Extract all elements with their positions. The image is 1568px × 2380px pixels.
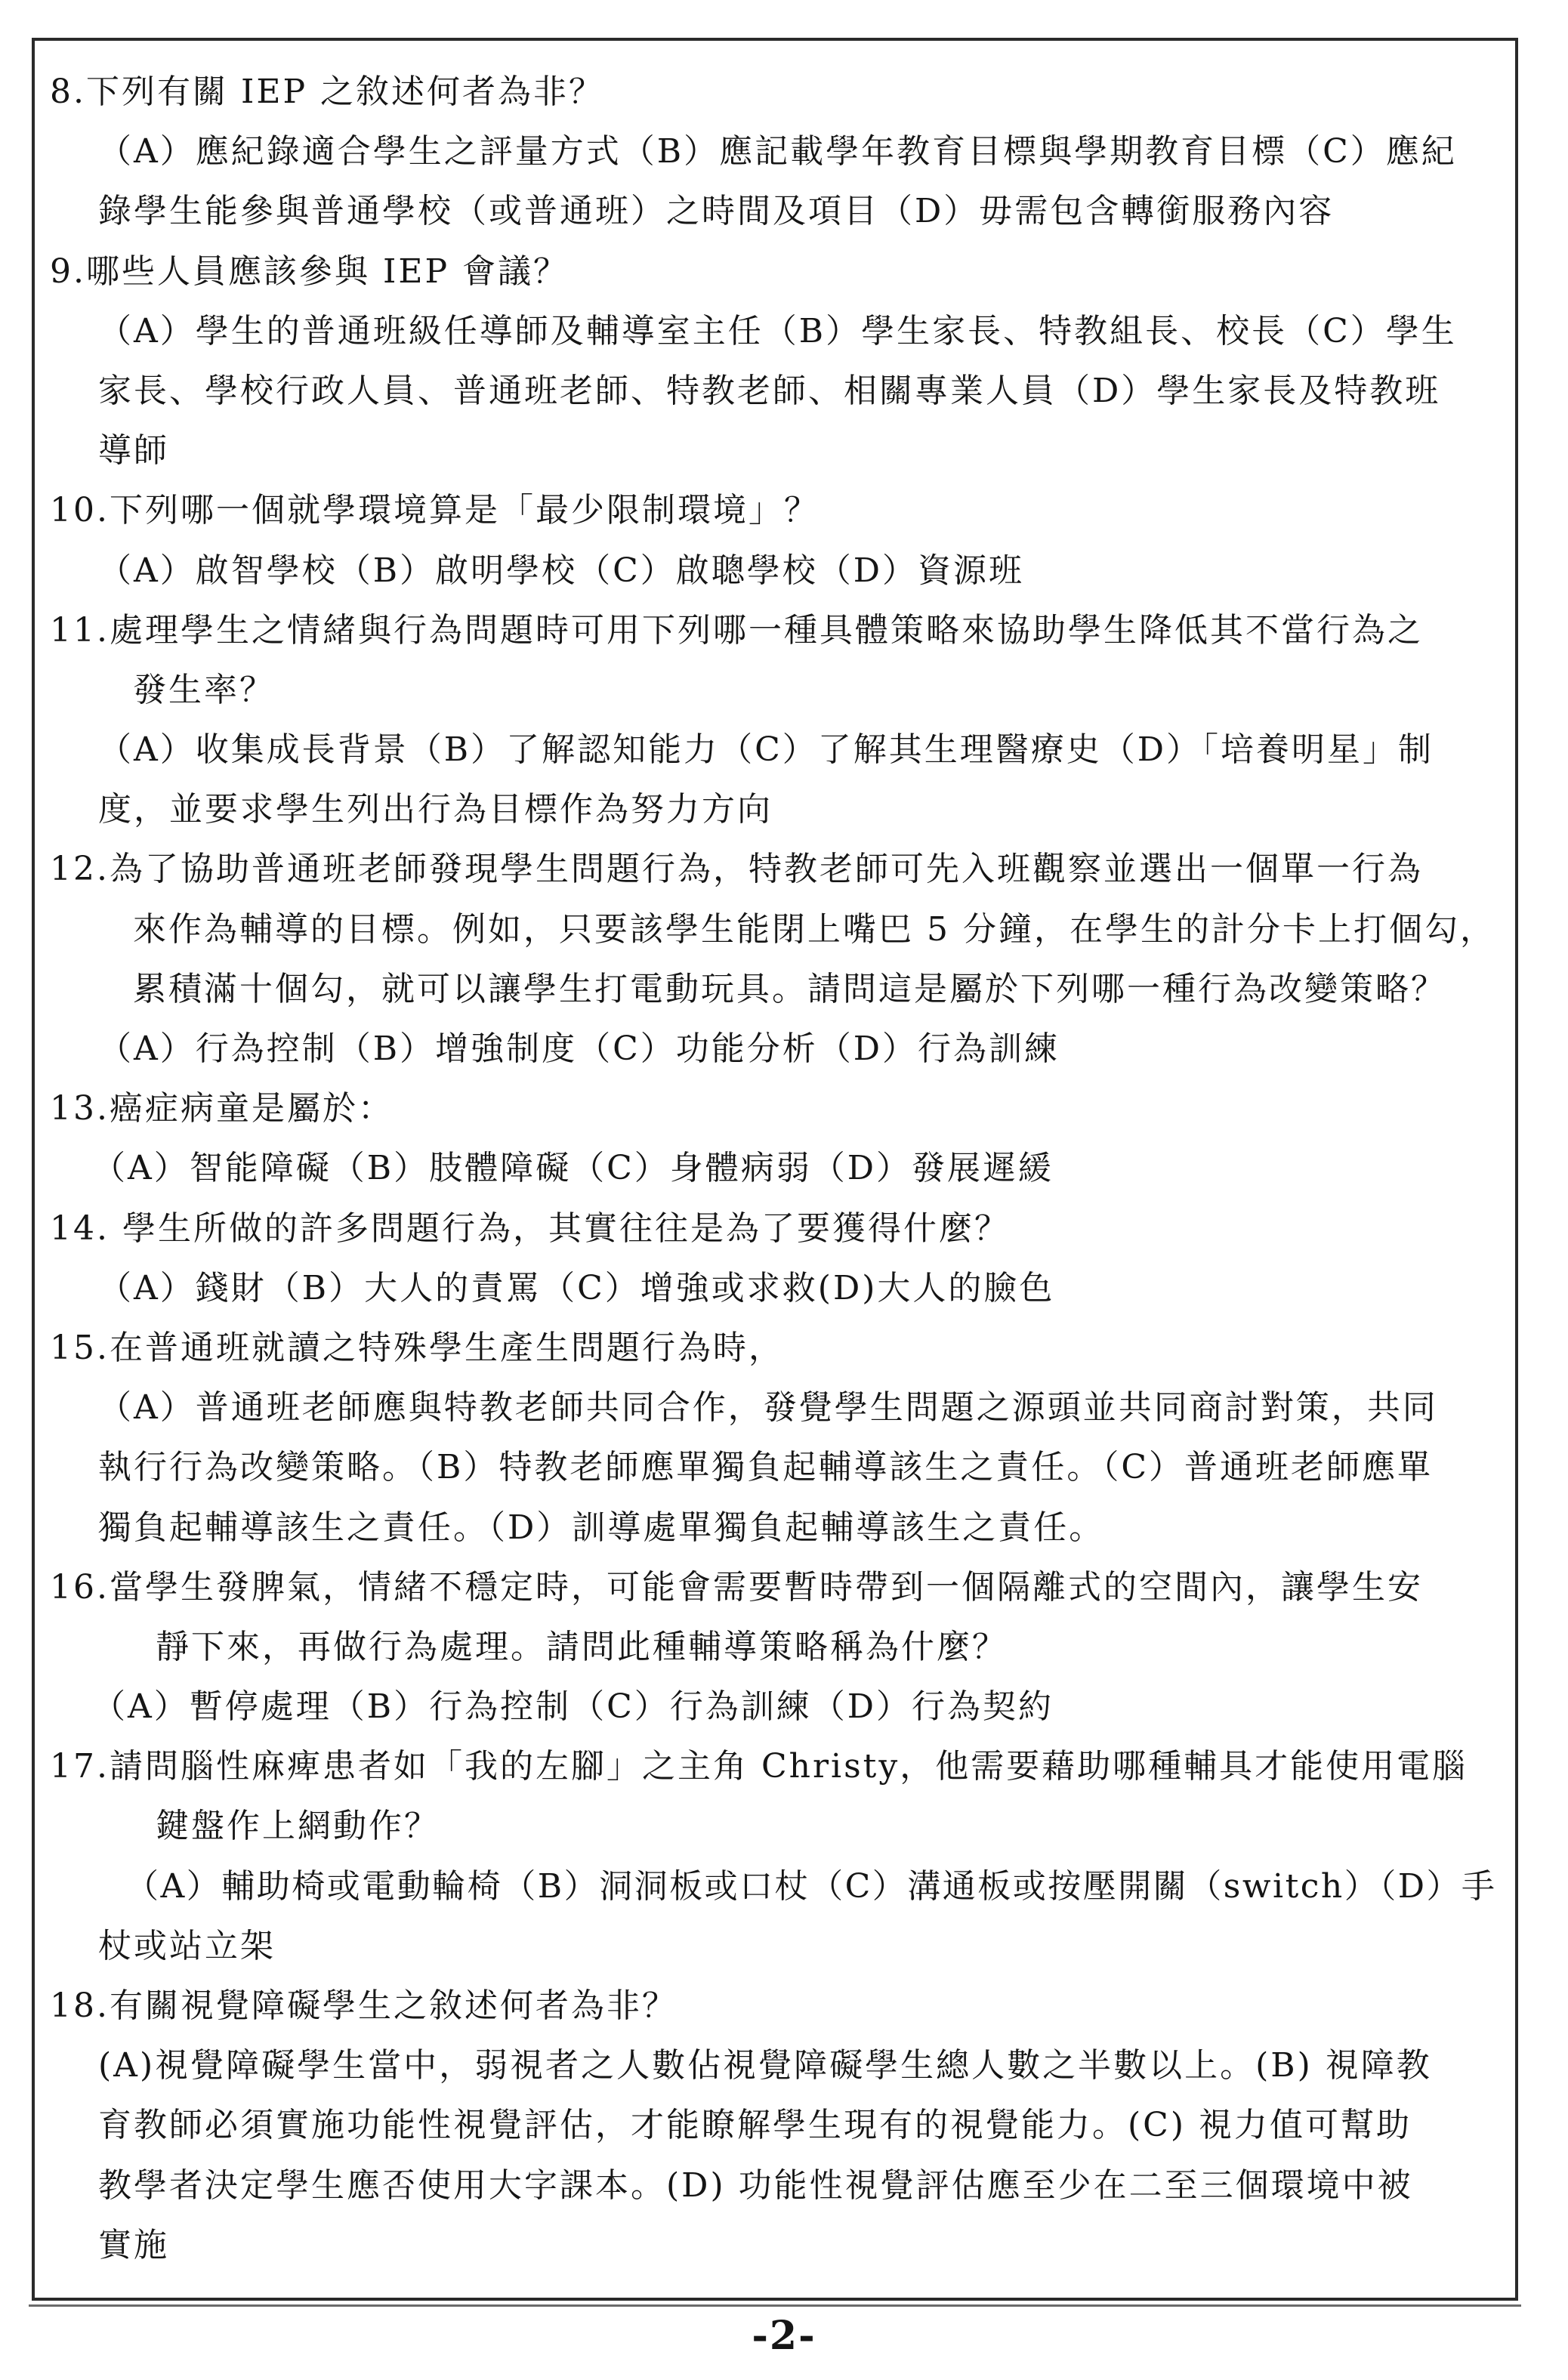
question-13-stem: 13.癌症病童是屬於： — [50, 1089, 394, 1128]
question-15-options-line-1: （A）普通班老師應與特教老師共同合作，發覺學生問題之源頭並共同商討對策，共同 — [98, 1388, 1438, 1428]
question-17-stem-line-2: 鍵盤作上網動作？ — [156, 1807, 440, 1846]
question-10-options: （A）啟智學校（B）啟明學校（C）啟聰學校（D）資源班 — [98, 551, 1025, 590]
question-13-options: （A）智能障礙（B）肢體障礙（C）身體病弱（D）發展遲緩 — [92, 1149, 1054, 1188]
question-9-options-line-2: 家長、學校行政人員、普通班老師、特教老師、相關專業人員（D）學生家長及特教班 — [98, 371, 1441, 410]
question-16-stem-line-2: 靜下來，再做行為處理。請問此種輔導策略稱為什麼？ — [156, 1627, 1008, 1666]
question-9-options-line-3: 導師 — [98, 431, 169, 471]
exam-content — [50, 62, 1500, 2275]
question-12-stem-line-1: 12.為了協助普通班老師發現學生問題行為，特教老師可先入班觀察並選出一個單一行為 — [50, 850, 1423, 889]
page-number: -2- — [752, 2313, 816, 2359]
question-8-options-line-1: （A）應紀錄適合學生之評量方式（B）應記載學年教育目標與學期教育目標（C）應紀 — [98, 132, 1457, 171]
question-8-options-line-2: 錄學生能參與普通學校（或普通班）之時間及項目（D）毋需包含轉銜服務內容 — [98, 192, 1335, 231]
question-14-stem: 14. 學生所做的許多問題行為，其實往往是為了要獲得什麼？ — [50, 1209, 1010, 1248]
question-8-stem: 8.下列有關 IEP 之敘述何者為非？ — [50, 73, 605, 111]
question-18-options-line-3: 教學者決定學生應否使用大字課本。(D) 功能性視覺評估應至少在二至三個環境中被 — [98, 2165, 1413, 2205]
question-11-stem-line-1: 11.處理學生之情緒與行為問題時可用下列哪一種具體策略來協助學生降低其不當行為之 — [50, 610, 1423, 650]
question-11-options-line-2: 度，並要求學生列出行為目標作為努力方向 — [98, 790, 773, 829]
question-9-stem: 9.哪些人員應該參與 IEP 會議？ — [50, 252, 569, 291]
question-18-options-line-4: 實施 — [98, 2225, 169, 2264]
question-15-options-line-2: 執行行為改變策略。（B）特教老師應單獨負起輔導該生之責任。（C）普通班老師應單 — [98, 1448, 1433, 1487]
question-15-stem: 15.在普通班就讀之特殊學生產生問題行為時， — [50, 1328, 784, 1367]
question-18-stem: 18.有關視覺障礙學生之敘述何者為非？ — [50, 1986, 678, 2025]
question-16-stem-line-1: 16.當學生發脾氣，情緒不穩定時，可能會需要暫時帶到一個隔離式的空間內，讓學生安 — [50, 1567, 1423, 1607]
question-9-options-line-1: （A）學生的普通班級任導師及輔導室主任（B）學生家長、特教組長、校長（C）學生 — [98, 311, 1457, 350]
question-12-stem-line-3: 累積滿十個勾，就可以讓學生打電動玩具。請問這是屬於下列哪一種行為改變策略？ — [133, 969, 1446, 1008]
question-12-options: （A）行為控制（B）增強制度（C）功能分析（D）行為訓練 — [98, 1029, 1060, 1068]
question-17-stem-line-1: 17.請問腦性麻痺患者如「我的左腳」之主角 Christy，他需要藉助哪種輔具才能使用電腦 — [50, 1747, 1468, 1786]
question-17-options-line-1: （A）輔助椅或電動輪椅（B）洞洞板或口杖（C）溝通板或按壓開關（switch）（D）手 — [125, 1866, 1497, 1906]
question-11-options-line-1: （A）收集成長背景（B）了解認知能力（C）了解其生理醫療史（D）「培養明星」制 — [98, 730, 1434, 770]
question-18-options-line-1: (A)視覺障礙學生當中，弱視者之人數佔視覺障礙學生總人數之半數以上。(B) 視障教 — [98, 2046, 1432, 2085]
question-18-options-line-2: 育教師必須實施功能性視覺評估，才能瞭解學生現有的視覺能力。(C) 視力值可幫助 — [98, 2106, 1412, 2145]
question-17-options-line-2: 杖或站立架 — [98, 1926, 276, 1965]
question-15-options-line-3: 獨負起輔導該生之責任。（D）訓導處單獨負起輔導該生之責任。 — [98, 1508, 1105, 1547]
question-10-stem: 10.下列哪一個就學環境算是「最少限制環境」？ — [50, 491, 819, 530]
question-16-options: （A）暫停處理（B）行為控制（C）行為訓練（D）行為契約 — [92, 1687, 1054, 1727]
question-12-stem-line-2: 來作為輔導的目標。例如，只要該學生能閉上嘴巴 5 分鐘，在學生的計分卡上打個勾， — [133, 909, 1495, 949]
question-14-options: （A）錢財（B）大人的責罵（C）增強或求救(D)大人的臉色 — [98, 1268, 1055, 1307]
question-11-stem-line-2: 發生率？ — [133, 670, 275, 709]
